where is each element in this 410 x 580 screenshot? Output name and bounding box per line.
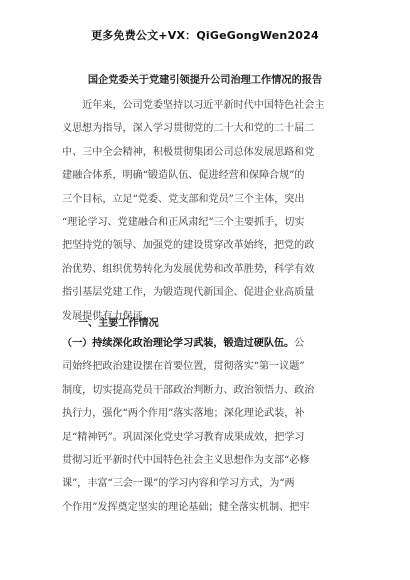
section-heading: 一、主要工作情况 [78, 318, 159, 329]
section-1-line: 贯彻习近平新时代中国特色社会主义思想作为支部“必修 [62, 454, 310, 466]
section-1-line: 司始终把政治建设摆在首要位置，贯彻落实“第一议题” [62, 361, 305, 373]
intro-line: “理论学习、党建融合和正风肃纪”三个主要抓手，切实 [62, 216, 305, 228]
document-title: 国企党委关于党建引领提升公司治理工作情况的报告 [87, 75, 323, 86]
promo-banner: 更多免费公文+VX：QiGeGongWen2024 [91, 29, 319, 42]
intro-line: 近年来，公司党委坚持以习近平新时代中国特色社会主 [62, 100, 325, 111]
sub-heading: （一）持续深化政治理论学习武装，锻造过硬队伍。 [62, 338, 295, 349]
section-1-line: 个作用”发挥奠定坚实的理论基础；健全落实机制、把牢 [62, 501, 310, 513]
intro-paragraph [62, 94, 352, 328]
intro-line: 治优势、组织优势转化为发展优势和改革胜势，科学有效 [62, 263, 315, 275]
intro-line: 三个目标，立足“党委、党支部和党员”三个主体，突出 [62, 193, 305, 205]
intro-line: 发展提供有力保证。 [62, 310, 153, 322]
intro-line: 把坚持党的领导、加强党的建设贯穿改革始终，把党的政 [62, 240, 315, 252]
intro-line: 指引基层党建工作，为锻造现代新国企、促进企业高质量 [62, 287, 315, 299]
section-1-line: 执行力，强化“两个作用”落实落地；深化理论武装，补 [62, 408, 305, 420]
intro-line: 建融合体系，明确“锻造队伍、促进经营和保障合规”的 [62, 170, 305, 182]
section-1-first-line [62, 332, 352, 355]
section-1-line: 制度，切实提高党员干部政治判断力、政治领悟力、政治 [62, 384, 315, 396]
intro-line: 中、三中全会精神，积极贯彻集团公司总体发展思路和党 [62, 146, 315, 158]
section-1-line: 足“精神钙”。巩固深化党史学习教育成果成效，把学习 [62, 431, 305, 443]
sub-heading-tail: 公 [294, 338, 305, 349]
section-1-paragraph [62, 332, 352, 519]
section-1-line: 课”，丰富“三会一课”的学习内容和学习方式，为“两 [62, 478, 295, 490]
intro-line: 义思想为指导，深入学习贯彻党的二十大和党的二十届二 [62, 123, 315, 135]
